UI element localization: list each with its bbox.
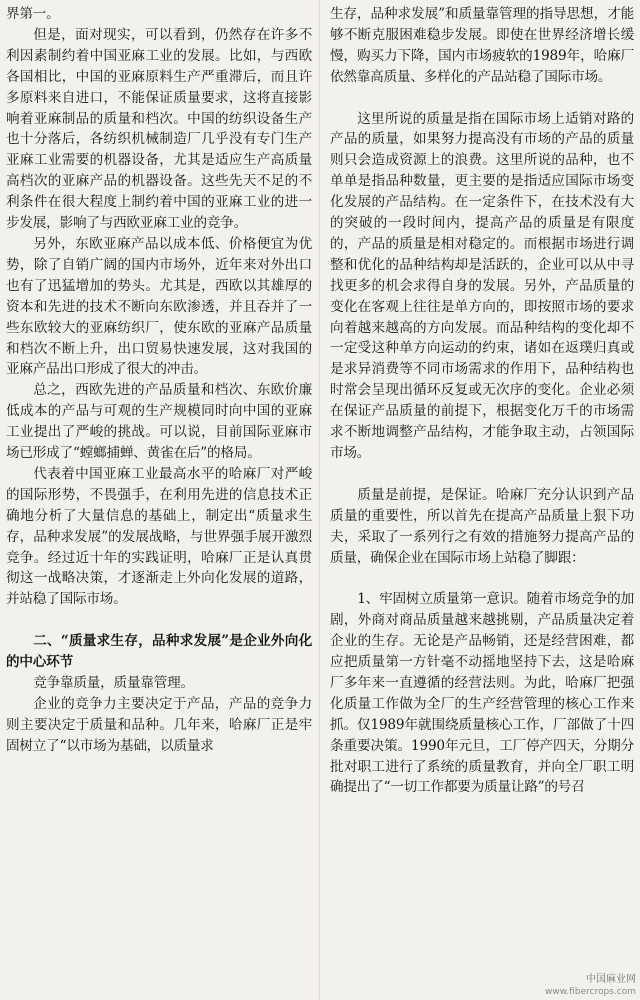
paragraph-spacer bbox=[6, 610, 312, 631]
paragraph: 质量是前提，是保证。哈麻厂充分认识到产品质量的重要性，所以首先在提高产品质量上狠下功夫，采取了一系列行之有效的措施努力提高产品的质量，确保企业在国际市场上站稳了脚跟： bbox=[330, 486, 634, 566]
paragraph: 界第一。 bbox=[6, 6, 60, 22]
watermark-site-url: www.fibercrops.com bbox=[545, 987, 636, 997]
column-divider bbox=[319, 0, 320, 1000]
left-text-column bbox=[6, 4, 312, 757]
paragraph: 总之，西欧先进的产品质量和档次、东欧价廉低成本的产品与可观的生产规模同时向中国的亚麻工业提出了严峻的挑战。可以说，目前国际亚麻市场已形成了“螳螂捕蝉、黄雀在后”的格局。 bbox=[6, 382, 312, 462]
watermark-site-name: 中国麻业网 bbox=[586, 974, 636, 985]
paragraph: 竞争靠质量，质量靠管理。 bbox=[33, 674, 194, 691]
right-text-column bbox=[330, 4, 634, 798]
site-watermark bbox=[545, 974, 636, 998]
paragraph: 但是，面对现实，可以看到，仍然存在许多不利因素制约着中国亚麻工业的发展。比如，与西欧各国相比，中国的亚麻原料生产严重滞后，而且许多原料来自进口，不能保证质量要求，这将直接影响着亚麻制品的质量和档次。中国的纺织设备生产也十分落后，各纺织机械制造厂几乎没有专门生产亚麻工业需要的机器设备，尤其是适应生产高质量高档次的亚麻产品的机器设备。这些先天不足的不利条件在很大程度上制约着中国的亚麻工业的进一步发展，影响了与西欧亚麻工业的竞争。 bbox=[6, 26, 312, 232]
paragraph: 生存，品种求发展”和质量靠管理的指导思想，才能够不断克服困难稳步发展。即使在世界经济增长缓慢，购买力下降，国内市场疲软的1989年，哈麻厂依然靠高质量、多样化的产品站稳了国际市场。 bbox=[330, 6, 634, 85]
paragraph: 代表着中国亚麻工业最高水平的哈麻厂对严峻的国际形势，不畏强手，在利用先进的信息技术正确地分析了大量信息的基础上，制定出“质量求生存，品种求发展”的发展战略，与世界强手展开激烈竞争。经过近十年的实践证明，哈麻厂正是认真贯彻这一战略决策，才逐渐走上外向化发展的道路，并站稳了国际市场。 bbox=[6, 465, 312, 608]
section-heading: 二、“质量求生存，品种求发展”是企业外向化的中心环节 bbox=[6, 633, 312, 671]
paragraph: 1、牢固树立质量第一意识。随着市场竞争的加剧，外商对商品质量越来越挑剔，产品质量决定着企业的生存。无论是产品畅销，还是经营困难，都应把质量第一方针毫不动摇地坚持下去，这是哈麻厂多年来一直遵循的经营法则。为此，哈麻厂把强化质量工作做为全厂的生产经营管理的核心工作来抓。仅1989年就围绕质量核心工作，厂部做了十四条重要决策。1990年元旦，工厂停产四天，分期分批对职工进行了系统的质量教育，并向全厂职工明确提出了“一切工作都要为质量让路”的号召 bbox=[330, 591, 634, 796]
paragraph: 另外，东欧亚麻产品以成本低、价格便宜为优势，除了自销广阔的国内市场外，近年来对外出口也有了迅猛增加的势头。尤其是，西欧以其雄厚的资本和先进的技术不断向东欧渗透，并且吞并了一些东欧较大的亚麻纺织厂，使东欧的亚麻产品质量和档次不断上升，出口贸易快速发展，这对我国的亚麻产品出口形成了很大的冲击。 bbox=[6, 235, 312, 378]
paragraph-spacer bbox=[330, 88, 634, 109]
paragraph-spacer bbox=[330, 464, 634, 485]
paragraph: 这里所说的质量是指在国际市场上适销对路的产品的质量，如果努力提高没有市场的产品的质量则只会造成资源上的浪费。这里所说的品种，也不单单是指品种数量，更主要的是指适应国际市场变化发展的产品结构。在一定条件下，在技术没有大的突破的一段时间内，提高产品的质量是有限度的，产品的质量是相对稳定的。而根据市场进行调整和优化的品种结构却是活跃的，企业可以从中寻找更多的机会求得自身的发展。另外，产品质量的变化在客观上往往是单方向的，即按照市场的要求向着越来越高的方向发展。而品种结构的变化却不一定受这种单方向运动的约束，诸如在返璞归真或是求异消费等不同市场需求的作用下，品种结构也时常会呈现出循环反复或无次序的变化。企业必须在保证产品质量的前提下，根据变化万千的市场需求不断地调整产品结构，才能争取主动，占领国际市场。 bbox=[330, 110, 634, 462]
paragraph-spacer bbox=[330, 568, 634, 589]
paragraph: 企业的竞争力主要决定于产品，产品的竞争力则主要决定于质量和品种。几年来，哈麻厂正是牢固树立了“以市场为基础，以质量求 bbox=[6, 695, 312, 754]
